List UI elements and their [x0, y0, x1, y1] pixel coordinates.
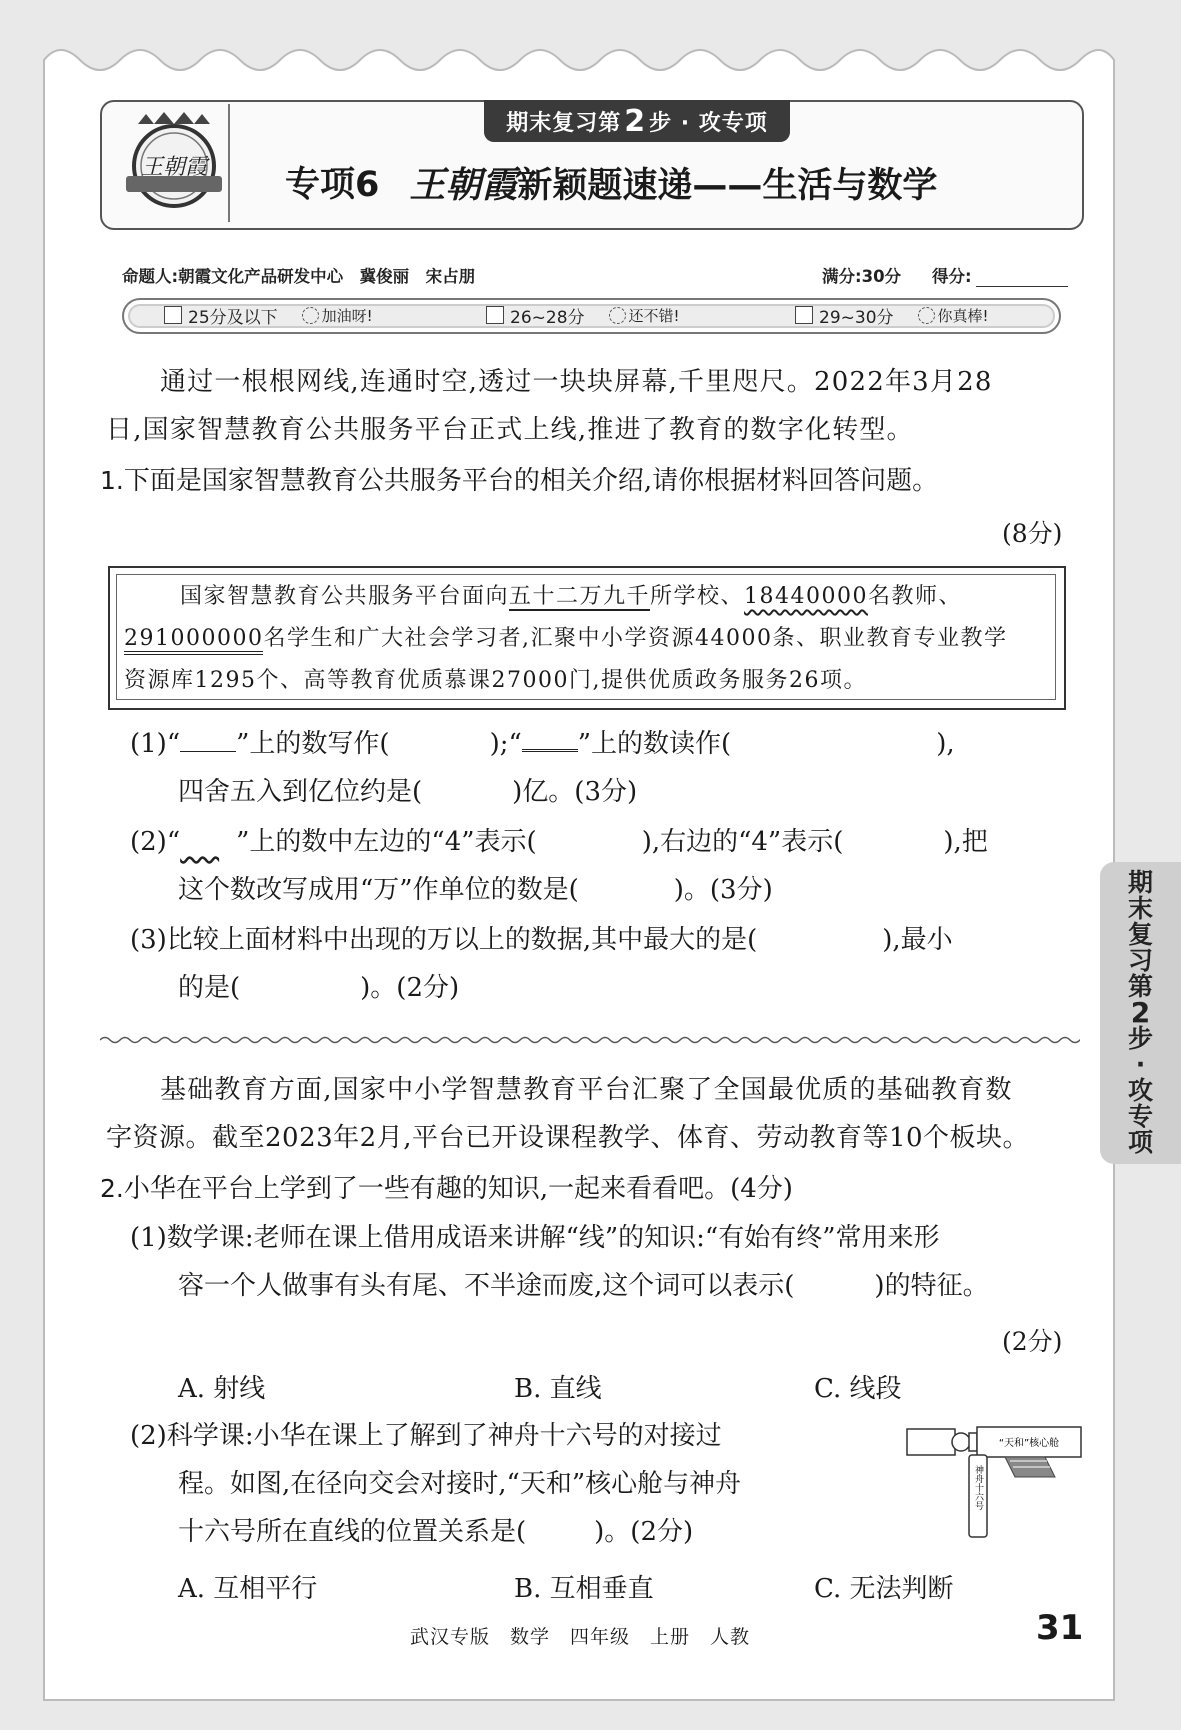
svg-text:王朝霞: 王朝霞	[140, 155, 208, 180]
title-part: 专项6	[285, 165, 380, 205]
q2-sub2-line2: 程。如图,在径向交会对接时,“天和”核心舱与神舟	[178, 1469, 742, 1499]
smile-icon	[302, 307, 319, 324]
smile-icon	[609, 307, 626, 324]
marker-blank	[522, 725, 578, 752]
option-c[interactable]: C. 无法判断	[814, 1574, 954, 1604]
intro1-line1: 通过一根根网线,连通时空,透过一块块屏幕,千里咫尺。2022年3月28	[160, 367, 993, 397]
wangzhaoxia-logo	[118, 106, 230, 218]
marker-blank	[180, 818, 236, 842]
question-text: 下面是国家智慧教育公共服务平台的相关介绍,请你根据材料回答问题。	[123, 466, 939, 496]
title-main: 新颖题速递——生活与数学	[517, 165, 938, 206]
smile-icon	[918, 307, 935, 324]
score-label: 得分:	[932, 267, 972, 286]
option-b[interactable]: B. 直线	[514, 1374, 602, 1404]
section-divider	[100, 1034, 1080, 1046]
banner-prefix: 期末复习第	[506, 110, 622, 136]
material-line3: 资源库1295个、高等教育优质慕课27000门,提供优质政务服务26项。	[124, 668, 867, 693]
banner-step: 2	[624, 103, 647, 139]
option-a[interactable]: A. 互相平行	[178, 1574, 318, 1604]
q2-sub1-line1: (1)数学课:老师在课上借用成语来讲解“线”的知识:“有始有终”常用来形	[130, 1223, 940, 1253]
page-title	[285, 154, 1045, 210]
q1-sub2-line1: (2)“ ”上的数中左边的“4”表示( ),右边的“4”表示( ),把	[130, 818, 1080, 867]
shenzhou-label: 神舟十六号	[973, 1465, 983, 1510]
score-blank[interactable]	[976, 268, 1068, 287]
marker-blank	[180, 727, 236, 752]
option-a[interactable]: A. 射线	[178, 1374, 266, 1404]
underline-straight: 五十二万九千	[509, 584, 651, 609]
banner-suffix: 步 · 攻专项	[649, 110, 768, 136]
q1-sub3-line1: (3)比较上面材料中出现的万以上的数据,其中最大的是( ),最小	[130, 925, 953, 955]
intro2-line1: 基础教育方面,国家中小学智慧教育平台汇聚了全国最优质的基础教育数	[160, 1075, 1013, 1105]
question-1	[100, 456, 938, 506]
q1-sub1-line1: (1)“ ”上的数写作( );“ ”上的数读作( ),	[130, 720, 1080, 769]
material-text	[124, 576, 1054, 702]
q1-sub1-line2: 四舍五入到亿位约是( )亿。(3分)	[178, 777, 638, 807]
underline-wavy: 18440000	[744, 584, 869, 609]
rating-checkbox[interactable]	[486, 306, 504, 324]
full-score: 满分:30分	[822, 267, 902, 286]
q2-sub2-line1: (2)科学课:小华在课上了解到了神舟十六号的对接过	[130, 1421, 722, 1451]
side-tab: 期 末 复 习 第 2 步 · 攻 专 项	[1100, 862, 1181, 1164]
rating-cheer: 你真棒!	[937, 306, 989, 325]
question-2	[100, 1164, 793, 1214]
material-line1: 国家智慧教育公共服务平台面向五十二万九千所学校、18440000名教师、	[180, 584, 963, 609]
logo-divider	[228, 104, 230, 222]
title-brand: 王朝霞	[409, 163, 518, 206]
q2-sub1-line2: 容一个人做事有头有尾、不半途而废,这个词可以表示( )的特征。	[178, 1271, 989, 1301]
rating-item[interactable]	[164, 302, 373, 328]
author-line: 命题人:朝霞文化产品研发中心 冀俊丽 宋占朋	[122, 267, 476, 286]
question-number: 2.	[100, 1174, 124, 1203]
q1-points: (8分)	[1002, 519, 1063, 548]
rating-range: 29~30分	[819, 307, 894, 328]
q2-sub1-points: (2分)	[1002, 1327, 1063, 1356]
rating-item[interactable]	[795, 302, 989, 328]
rating-checkbox[interactable]	[795, 306, 813, 324]
option-b[interactable]: B. 互相垂直	[514, 1574, 654, 1604]
rating-checkbox[interactable]	[164, 306, 182, 324]
page-number: 31	[1036, 1608, 1084, 1648]
footer-info: 武汉专版 数学 四年级 上册 人教	[410, 1626, 751, 1648]
q1-sub2-line2: 这个数改写成用“万”作单位的数是( )。(3分)	[178, 875, 773, 905]
rating-range: 25分及以下	[188, 307, 278, 328]
q2-sub2-line3: 十六号所在直线的位置关系是( )。(2分)	[178, 1517, 694, 1547]
rating-cheer: 还不错!	[628, 306, 680, 325]
rating-item[interactable]	[486, 302, 680, 328]
rating-cheer: 加油呀!	[321, 306, 373, 325]
intro2-line2: 字资源。截至2023年2月,平台已开设课程教学、体育、劳动教育等10个板块。	[106, 1123, 1030, 1153]
intro1-line2: 日,国家智慧教育公共服务平台正式上线,推进了教育的数字化转型。	[106, 415, 914, 445]
tianhe-label: “天和”核心舱	[998, 1438, 1060, 1449]
score-field[interactable]	[932, 263, 1068, 287]
underline-double: 291000000	[124, 626, 263, 655]
rating-range: 26~28分	[510, 307, 585, 328]
material-line2: 291000000名学生和广大社会学习者,汇聚中小学资源44000条、职业教育专业教学	[124, 618, 1054, 660]
docking-diagram	[905, 1415, 1085, 1545]
question-number: 1.	[100, 466, 124, 495]
question-text: 小华在平台上学到了一些有趣的知识,一起来看看吧。(4分)	[123, 1174, 793, 1204]
step-banner	[484, 100, 790, 142]
option-c[interactable]: C. 线段	[814, 1374, 902, 1404]
q1-sub3-line2: 的是( )。(2分)	[178, 973, 460, 1003]
